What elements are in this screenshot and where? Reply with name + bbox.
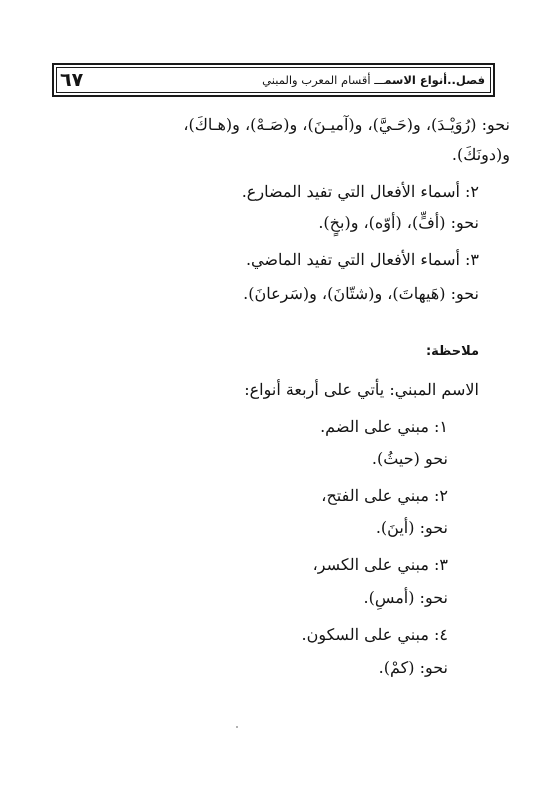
type4-example: نحو: (كمْ). (378, 658, 448, 677)
type4-heading: ٤: مبني على السكون. (301, 625, 448, 644)
item3-heading: ٣: أسماء الأفعال التي تفيد الماضي. (245, 250, 479, 269)
type1-example: نحو (حيثُ). (371, 449, 448, 468)
item2-heading: ٢: أسماء الأفعال التي تفيد المضارع. (241, 182, 479, 201)
item3-example: نحو: (هَيهاتَ)، و(شتّانَ)، و(سَرعانَ). (243, 284, 479, 303)
type2-example: نحو: (أينَ). (375, 518, 448, 537)
header-section: أقسام المعرب والمبني (262, 73, 371, 87)
type3-heading: ٣: مبني على الكسر، (312, 555, 448, 574)
running-header-title (165, 67, 485, 93)
body-line-2: و(دونَكَ). (451, 145, 510, 164)
header-separator: ـــ (374, 73, 385, 87)
note-intro: الاسم المبني: يأتي على أربعة أنواع: (244, 380, 479, 399)
type3-example: نحو: (أمسِ). (363, 588, 448, 607)
type2-heading: ٢: مبني على الفتح، (321, 486, 448, 505)
body-line-1: نحو: (رُوَيْـدَ)، و(حَـيَّ)، و(آميـنَ)، و(صَـهْ)، و(هـاكَ)، (183, 115, 510, 134)
note-heading: ملاحظة: (425, 344, 479, 359)
item2-example: نحو: (أفٍّ)، (أوّه)، و(بخٍ). (318, 213, 479, 232)
page-number: ٦٧ (60, 69, 84, 91)
type1-heading: ١: مبني على الضم. (320, 417, 448, 436)
header-chapter: فصل..أنواع الاسم (384, 73, 485, 87)
print-speck (236, 726, 238, 728)
